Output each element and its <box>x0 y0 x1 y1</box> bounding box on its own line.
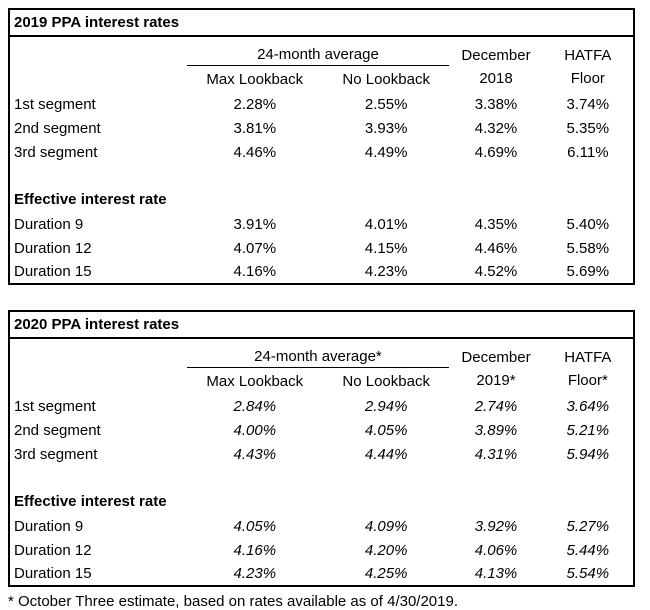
empty-cell <box>9 66 187 93</box>
rate-value: 4.06% <box>474 541 518 559</box>
ppa-rates-table-2019 <box>8 8 635 285</box>
rate-value: 4.52% <box>474 263 518 280</box>
rate-value: 4.20% <box>364 541 408 559</box>
spacer-row <box>9 466 634 488</box>
rate-value: 4.01% <box>364 215 408 233</box>
rate-value: 4.05% <box>364 421 408 439</box>
rate-value: 5.58% <box>566 239 610 257</box>
table-row <box>9 562 634 586</box>
table-row <box>9 538 634 562</box>
footnote: * October Three estimate, based on rates available as of 4/30/2019. <box>8 593 458 610</box>
rate-value: 3.92% <box>474 517 518 535</box>
row-label: 2nd segment <box>14 421 101 439</box>
empty-cell <box>9 466 634 488</box>
section-header: Effective interest rate <box>14 492 167 510</box>
rate-value: 2.55% <box>364 95 408 113</box>
column-header-floor: Floor* <box>567 372 608 390</box>
column-subheader-row <box>9 368 634 395</box>
row-label: 1st segment <box>14 397 96 415</box>
table-row <box>9 92 634 116</box>
rate-value: 4.15% <box>364 239 408 257</box>
table-title: 2019 PPA interest rates <box>9 9 634 36</box>
rate-value: 4.32% <box>474 119 518 137</box>
table-row <box>9 212 634 236</box>
table-row <box>9 514 634 538</box>
rate-value: 5.40% <box>566 215 610 233</box>
rate-value: 3.64% <box>566 397 610 415</box>
column-group-header-row <box>9 36 634 66</box>
rate-value: 4.44% <box>364 445 408 463</box>
row-label: 2nd segment <box>14 119 101 137</box>
table-row <box>9 418 634 442</box>
rate-value: 5.69% <box>566 263 610 280</box>
column-header-no-lookback: No Lookback <box>342 70 430 88</box>
table-row <box>9 442 634 466</box>
rate-value: 5.94% <box>566 445 610 463</box>
rate-value: 4.05% <box>233 517 277 535</box>
ppa-rates-table-2020 <box>8 310 635 587</box>
row-label: Duration 12 <box>14 239 92 257</box>
rate-value: 4.23% <box>364 263 408 280</box>
rate-value: 5.35% <box>566 119 610 137</box>
column-header-hatfa: HATFA <box>564 46 612 64</box>
table-header-row <box>9 9 634 36</box>
rate-value: 5.27% <box>566 517 610 535</box>
rate-value: 3.89% <box>474 421 518 439</box>
table-row <box>9 394 634 418</box>
column-header-year: 2018 <box>479 70 513 88</box>
section-header: Effective interest rate <box>14 190 167 208</box>
rate-value: 4.13% <box>474 565 518 582</box>
table-row <box>9 236 634 260</box>
row-label: Duration 9 <box>14 215 84 233</box>
empty-cell <box>9 368 187 395</box>
group-header-24-month-average: 24-month average* <box>187 338 450 368</box>
column-header-hatfa: HATFA <box>564 348 612 366</box>
rate-value: 6.11% <box>567 143 609 161</box>
rate-value: 4.25% <box>364 565 408 582</box>
rate-value: 4.07% <box>233 239 277 257</box>
rate-value: 2.74% <box>474 397 518 415</box>
row-label: 3rd segment <box>14 143 98 161</box>
row-label: 1st segment <box>14 95 96 113</box>
section-header-row <box>9 488 634 514</box>
column-header-december: December <box>461 46 531 64</box>
rate-value: 4.46% <box>474 239 518 257</box>
empty-cell <box>9 164 634 186</box>
empty-cell <box>9 338 187 368</box>
rate-value: 4.09% <box>364 517 408 535</box>
rate-value: 4.69% <box>474 143 518 161</box>
rate-value: 2.28% <box>233 95 277 113</box>
rate-value: 3.91% <box>233 215 277 233</box>
row-label: Duration 15 <box>14 565 92 582</box>
column-header-max-lookback: Max Lookback <box>206 70 304 88</box>
empty-cell <box>9 36 187 66</box>
column-header-year: 2019* <box>476 372 516 390</box>
column-group-header-row <box>9 338 634 368</box>
column-header-max-lookback: Max Lookback <box>206 372 304 390</box>
rate-value: 4.35% <box>474 215 518 233</box>
column-header-december: December <box>461 348 531 366</box>
table-title: 2020 PPA interest rates <box>9 311 634 338</box>
row-label: Duration 15 <box>14 263 92 280</box>
rate-value: 4.00% <box>233 421 277 439</box>
rate-value: 4.49% <box>364 143 408 161</box>
rate-value: 4.46% <box>233 143 277 161</box>
column-header-floor: Floor <box>570 70 605 88</box>
group-header-24-month-average: 24-month average <box>187 36 450 66</box>
row-label: 3rd segment <box>14 445 98 463</box>
column-subheader-row <box>9 66 634 93</box>
rate-value: 4.43% <box>233 445 277 463</box>
section-header-row <box>9 186 634 212</box>
rate-value: 4.23% <box>233 565 277 582</box>
rate-value: 2.84% <box>233 397 277 415</box>
column-header-no-lookback: No Lookback <box>342 372 430 390</box>
rate-value: 5.54% <box>566 565 610 582</box>
table-row <box>9 116 634 140</box>
rate-value: 3.93% <box>364 119 408 137</box>
spacer-row <box>9 164 634 186</box>
rate-value: 4.16% <box>233 541 277 559</box>
rate-value: 4.16% <box>233 263 277 280</box>
rate-value: 2.94% <box>364 397 408 415</box>
rate-value: 5.21% <box>566 421 610 439</box>
rate-value: 3.74% <box>566 95 610 113</box>
row-label: Duration 9 <box>14 517 84 535</box>
rate-value: 4.31% <box>474 445 518 463</box>
table-row <box>9 140 634 164</box>
table-row <box>9 260 634 284</box>
rate-value: 5.44% <box>566 541 610 559</box>
row-label: Duration 12 <box>14 541 92 559</box>
rate-value: 3.81% <box>233 119 277 137</box>
table-header-row <box>9 311 634 338</box>
rate-value: 3.38% <box>474 95 518 113</box>
